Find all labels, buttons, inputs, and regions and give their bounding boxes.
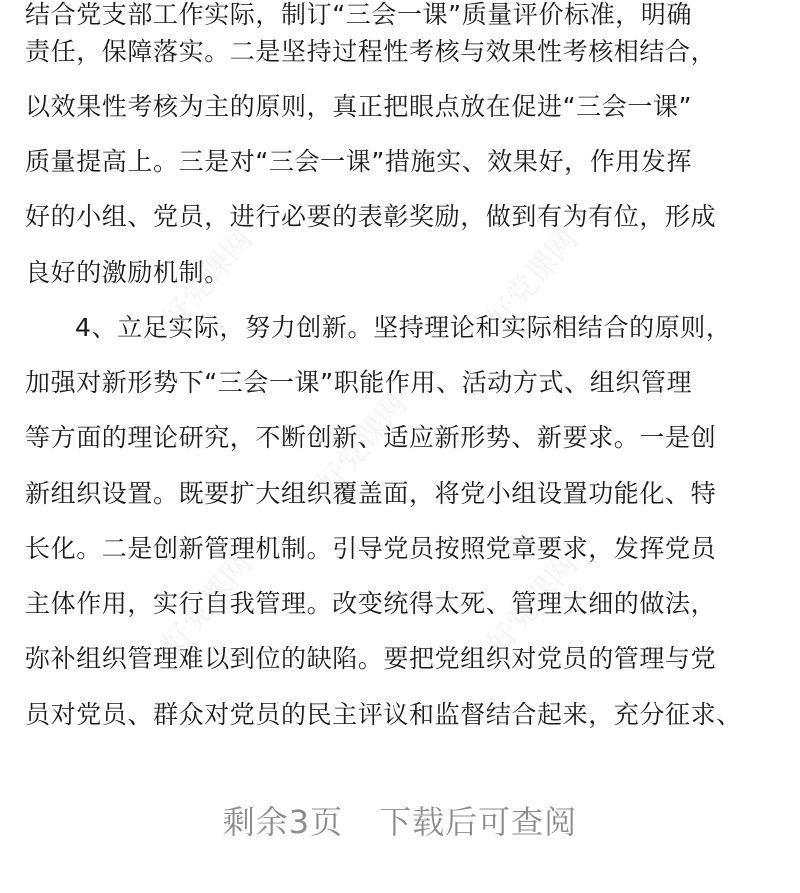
download-prompt[interactable] bbox=[0, 797, 800, 843]
text-line: 责任，保障落实。二是坚持过程性考核与效果性考核相结合， bbox=[25, 37, 717, 66]
text-line: 加强对新形势下“三会一课”职能作用、活动方式、组织管理 bbox=[25, 368, 693, 397]
text-line: 以效果性考核为主的原则，真正把眼点放在促进“三会一课” bbox=[25, 92, 693, 121]
text-line: 质量提高上。三是对“三会一课”措施实、效果好，作用发挥 bbox=[25, 147, 693, 176]
text-line: 长化。二是创新管理机制。引导党员按照党章要求，发挥党员 bbox=[25, 534, 717, 563]
text-line: 良好的激励机制。 bbox=[25, 258, 230, 287]
text-line: 主体作用，实行自我管理。改变统得太死、管理太细的做法， bbox=[25, 589, 717, 618]
download-label[interactable]: 下载后可查阅 bbox=[379, 803, 578, 841]
text-line: 新组织设置。既要扩大组织覆盖面，将党小组设置功能化、特 bbox=[25, 479, 717, 508]
remaining-pages-label: 剩余3页 bbox=[222, 803, 344, 841]
text-line: 弥补组织管理难以到位的缺陷。要把党组织对党员的管理与党 bbox=[25, 644, 717, 673]
text-line: 结合党支部工作实际，制订“三会一课”质量评价标准，明确 bbox=[25, 0, 693, 29]
text-line: 好的小组、党员，进行必要的表彰奖励，做到有为有位，形成 bbox=[25, 202, 717, 231]
text-line: 等方面的理论研究，不断创新、适应新形势、新要求。一是创 bbox=[25, 423, 717, 452]
text-line: 4、立足实际，努力创新。坚持理论和实际相结合的原则， bbox=[75, 313, 732, 342]
text-line: 员对党员、群众对党员的民主评议和监督结合起来，充分征求、 bbox=[25, 700, 742, 729]
